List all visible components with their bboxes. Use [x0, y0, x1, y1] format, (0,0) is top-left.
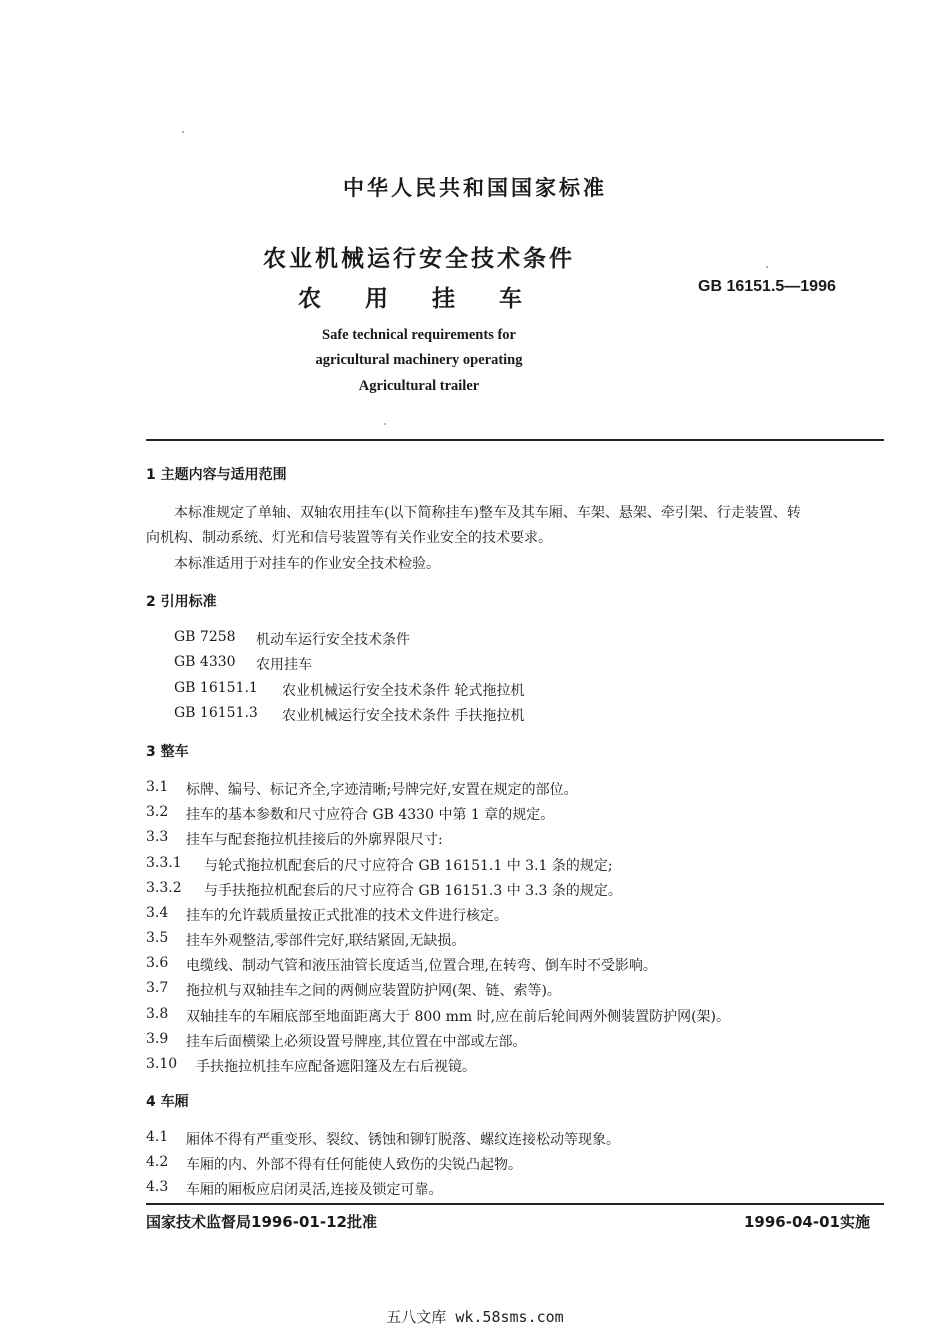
implementation-date: 1996-04-01实施 [744, 1213, 870, 1231]
clause-number: 3.10 [146, 1056, 178, 1072]
scan-speck [384, 423, 386, 425]
clause-number: 3.5 [146, 930, 169, 946]
clause-text: 与轮式拖拉机配套后的尺寸应符合 GB 16151.1 中 3.1 条的规定; [204, 858, 613, 874]
scan-speck [182, 131, 184, 133]
approval-date: 国家技术监督局1996-01-12批准 [146, 1213, 377, 1231]
english-title-line: Agricultural trailer [358, 378, 480, 394]
footer-divider [146, 1203, 884, 1205]
clause-number: 3.3.2 [146, 880, 182, 896]
english-title-line: Safe technical requirements for [322, 327, 516, 343]
section-heading: 2 引用标准 [146, 594, 217, 610]
clause-number: 3.3 [146, 829, 169, 845]
clause-text: 与手扶拖拉机配套后的尺寸应符合 GB 16151.3 中 3.3 条的规定。 [204, 883, 622, 899]
section-heading: 1 主题内容与适用范围 [146, 467, 287, 483]
reference-code: GB 4330 [174, 654, 236, 670]
reference-title: 农业机械运行安全技术条件 手扶拖拉机 [282, 708, 525, 724]
clause-text: 电缆线、制动气管和液压油管长度适当,位置合理,在转弯、倒车时不受影响。 [186, 958, 657, 974]
clause-text: 拖拉机与双轴挂车之间的两侧应装置防护网(架、链、索等)。 [186, 983, 561, 999]
english-title-line: agricultural machinery operating [315, 352, 523, 368]
clause-number: 3.7 [146, 980, 169, 996]
paragraph-line: 向机构、制动系统、灯光和信号装置等有关作业安全的技术要求。 [146, 530, 552, 546]
clause-number: 3.2 [146, 804, 169, 820]
clause-text: 车厢的厢板应启闭灵活,连接及锁定可靠。 [186, 1182, 443, 1198]
reference-title: 农业机械运行安全技术条件 轮式拖拉机 [282, 683, 525, 699]
watermark: 五八文库 wk.58sms.com [386, 1308, 564, 1326]
section-heading: 4 车厢 [146, 1094, 189, 1110]
clause-text: 挂车外观整洁,零部件完好,联结紧固,无缺损。 [186, 933, 466, 949]
reference-title: 机动车运行安全技术条件 [256, 632, 410, 648]
reference-code: GB 16151.1 [174, 680, 258, 696]
paragraph-line: 本标准适用于对挂车的作业安全技术检验。 [174, 556, 440, 572]
clause-number: 3.3.1 [146, 855, 182, 871]
clause-number: 3.4 [146, 905, 169, 921]
reference-code: GB 16151.3 [174, 705, 258, 721]
clause-number: 3.6 [146, 955, 169, 971]
reference-title: 农用挂车 [256, 657, 312, 673]
clause-text: 挂车与配套拖拉机挂接后的外廓界限尺寸: [186, 832, 443, 848]
clause-text: 挂车的允许载质量按正式批准的技术文件进行核定。 [186, 908, 508, 924]
clause-text: 车厢的内、外部不得有任何能使人致伤的尖锐凸起物。 [186, 1157, 522, 1173]
standard-code: GB 16151.5—1996 [698, 278, 836, 295]
section-heading: 3 整车 [146, 744, 189, 760]
reference-code: GB 7258 [174, 629, 236, 645]
clause-text: 手扶拖拉机挂车应配备遮阳篷及左右后视镜。 [196, 1059, 476, 1075]
clause-text: 标牌、编号、标记齐全,字迹清晰;号牌完好,安置在规定的部位。 [186, 782, 578, 798]
paragraph-line: 本标准规定了单轴、双轴农用挂车(以下简称挂车)整车及其车厢、车架、悬架、牵引架、行走装置、转 [174, 505, 801, 521]
clause-text: 挂车的基本参数和尺寸应符合 GB 4330 中第 1 章的规定。 [186, 807, 555, 823]
clause-text: 厢体不得有严重变形、裂纹、锈蚀和铆钉脱落、螺纹连接松动等现象。 [186, 1132, 620, 1148]
clause-number: 3.1 [146, 779, 169, 795]
clause-text: 双轴挂车的车厢底部至地面距离大于 800 mm 时,应在前后轮间两外侧装置防护网(架)。 [186, 1009, 730, 1025]
clause-number: 3.9 [146, 1031, 169, 1047]
document-subtitle: 农 用 挂 车 [297, 286, 541, 312]
header-divider [146, 439, 884, 441]
clause-text: 挂车后面横梁上必须设置号牌座,其位置在中部或左部。 [186, 1034, 527, 1050]
clause-number: 3.8 [146, 1006, 169, 1022]
national-standard-heading: 中华人民共和国国家标准 [343, 176, 607, 200]
clause-number: 4.2 [146, 1154, 169, 1170]
clause-number: 4.1 [146, 1129, 169, 1145]
clause-number: 4.3 [146, 1179, 169, 1195]
document-title: 农业机械运行安全技术条件 [263, 246, 575, 272]
